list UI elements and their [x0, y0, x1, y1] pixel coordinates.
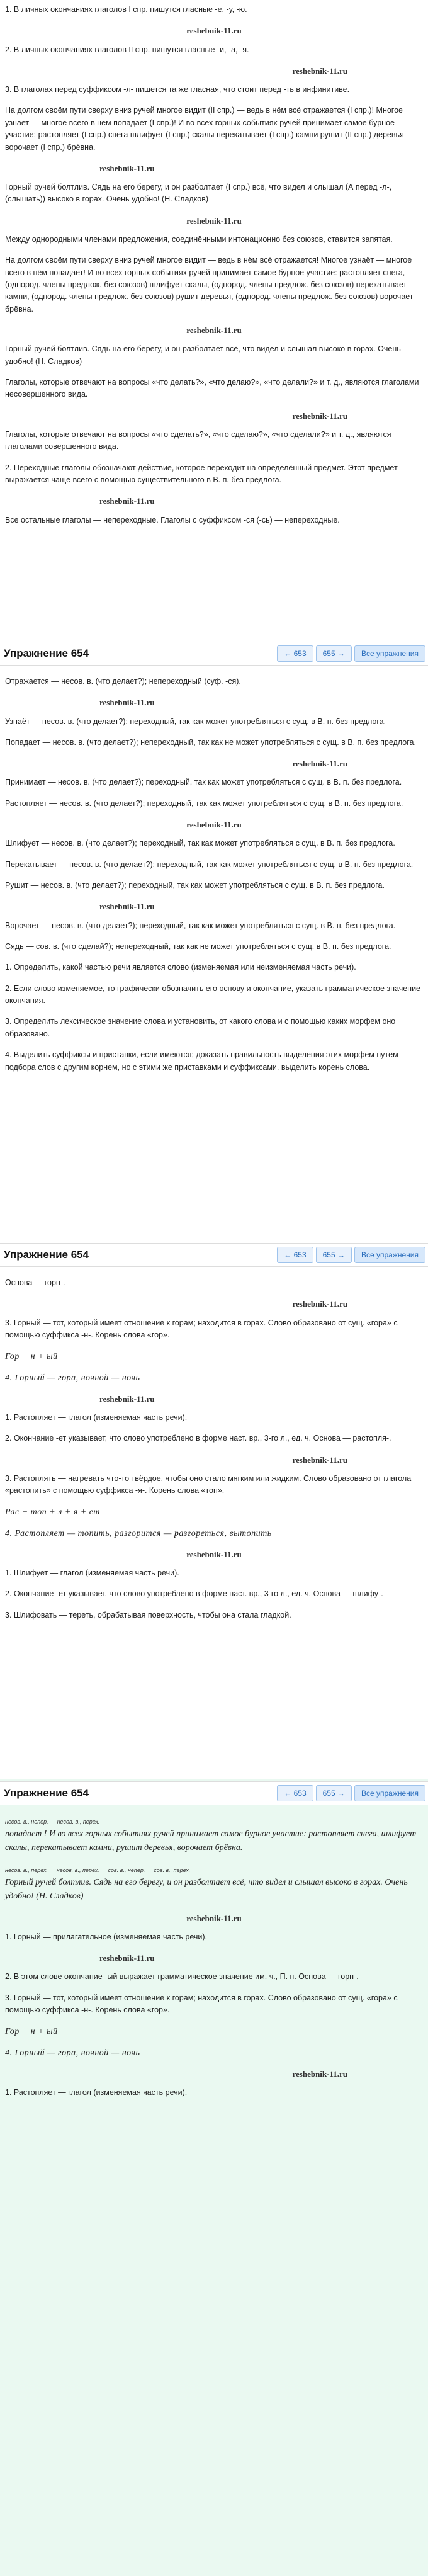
parse-step: 2. Если слово изменяемое, то графически обозначить его основу и окончание, указать грамматическое значение окончания. — [5, 984, 420, 1006]
rule-text: Все остальные глаголы — непереходные. Глаголы с суффиксом -ся (-сь) — непереходные. — [5, 515, 340, 525]
parse-step: 1. Растопляет — глагол (изменяемая часть речи). — [5, 1412, 188, 1422]
annotated-text: Горный ручей болтлив. Сядь на его берегу, и он разболтает всё, что видел и слышал высоко в горах. Очень удобно! (Н. Сладков) — [5, 1878, 408, 1901]
exercise-text: На долгом своём пути сверху вниз ручей многое видит (II спр.) — ведь в нём всё отражается (I спр.)! Многое узнает — многое всего в нем попадает (I спр.)! И во всех горных событиях ручей принимает самое бурное участие: растопляет (I спр.) снега шлифует (I спр.) скалы перекатывает (I спр.) камни рушит (II спр.) деревья ворочает (I спр.) брёвна. — [5, 106, 404, 152]
parse-step: 2. Окончание -ет указывает, что слово употреблено в форме наст. вр., 3-го л., ед. ч. Основа — растопля-. — [5, 1434, 391, 1443]
next-exercise-button[interactable]: 655 → — [316, 1247, 352, 1263]
watermark: reshebnik-11.ru — [292, 759, 347, 769]
screenshot-section-4 — [0, 1779, 428, 2576]
exercise-nav — [277, 1247, 428, 1263]
rule-text: 3. В глаголах перед суффиксом -л- пишется та же гласная, что стоит перед -ть в инфинитиве. — [5, 85, 350, 94]
next-exercise-button[interactable]: 655 → — [316, 645, 352, 662]
parse-step: 1. Растопляет — глагол (изменяемая часть речи). — [5, 2087, 188, 2097]
verb-analysis: Перекатывает — несов. в. (что делает?); переходный, так как может употребляться с сущ. в В. п. без предлога. — [5, 860, 414, 869]
screenshot-section-1 — [0, 0, 428, 639]
exercise-nav — [277, 645, 428, 662]
parse-step: 2. Окончание -ет указывает, что слово употреблено в форме наст. вр., 3-го л., ед. ч. Основа — шлифу-. — [5, 1589, 383, 1599]
exercise-nav — [277, 1785, 428, 1801]
parse-step: 1. Шлифует — глагол (изменяемая часть речи). — [5, 1568, 179, 1577]
watermark: reshebnik-11.ru — [186, 326, 242, 336]
morpheme-scheme: 4. Горный — гора, ночной — ночь — [5, 2048, 140, 2058]
watermark: reshebnik-11.ru — [99, 163, 155, 173]
screenshot-section-2 — [0, 639, 428, 1240]
exercise-title: Упражнение 654 — [4, 1248, 89, 1261]
exercise-text: Горный ручей болтлив. Сядь на его берегу, и он разболтает всё, что видел и слышал высоко в горах. Очень удобно! (Н. Сладков) — [5, 344, 401, 366]
exercise-title: Упражнение 654 — [4, 647, 89, 659]
exercise-text: На долгом своём пути сверху вниз ручей многое видит — ведь в нём всё отражается! Многое узнаёт — многое всего в нём попадает! И во всех горных событиях ручей принимает самое бурное участие: растопляет снега, (однород. члены предлож. без союзов) шлифует скалы, (однород. члены предлож. без союзов) перекатывает камни, (однород. члены предлож. без союзов) рушит деревья, (однород. члены предлож. без союзов) ворочает брёвна. — [5, 256, 414, 314]
morpheme-scheme: Гор + н + ый — [5, 2027, 58, 2037]
watermark: reshebnik-11.ru — [186, 26, 242, 36]
watermark: reshebnik-11.ru — [186, 215, 242, 225]
parse-step: 1. Определить, какой частью речи является слово (изменяемая или неизменяемая часть речи). — [5, 963, 356, 972]
verb-annotation: несов. в., перех. — [56, 1866, 99, 1873]
screenshot-section-3 — [0, 1240, 428, 1779]
morpheme-scheme: Гор + н + ый — [5, 1352, 58, 1362]
verb-analysis: Узнаёт — несов. в. (что делает?); переходный, так как может употребляться с сущ. в В. п. без предлога. — [5, 717, 386, 726]
parse-step: 1. Горный — прилагательное (изменяемая часть речи). — [5, 1932, 208, 1941]
watermark: reshebnik-11.ru — [292, 65, 347, 76]
watermark: reshebnik-11.ru — [99, 1393, 155, 1404]
watermark: reshebnik-11.ru — [292, 1455, 347, 1465]
exercise-header — [0, 1781, 428, 1805]
annotation-row — [5, 1815, 423, 1827]
parse-step: 4. Выделить суффиксы и приставки, если имеются; доказать правильность выделения этих морфем путём подбора слов с другим корнем, но с этими же приставками и суффиксами, выделить корень слова. — [5, 1050, 398, 1072]
watermark: reshebnik-11.ru — [292, 1299, 347, 1309]
parse-step: 2. В этом слове окончание -ый выражает грамматическое значение им. ч., П. п. Основа — горн-. — [5, 1972, 359, 1982]
rule-text: 2. Переходные глаголы обозначают действие, которое переходит на определённый предмет. Этот предмет выражается чаще всего с помощью существительного в В. п. без предлога. — [5, 463, 398, 485]
morpheme-scheme: Рас + топ + л + я + ет — [5, 1507, 100, 1518]
exercise-text: Горный ручей болтлив. Сядь на его берегу, и он разболтает (I спр.) всё, что видел и слышал (А перед -л-, (слышать)) высоко в горах. Очень удобно! (Н. Сладков) — [5, 183, 392, 204]
verb-analysis: Ворочает — несов. в. (что делает?); переходный, так как может употребляться с сущ. в В. п. без предлога. — [5, 921, 396, 930]
prev-exercise-button[interactable]: ← 653 — [277, 1785, 313, 1801]
watermark: reshebnik-11.ru — [292, 2068, 347, 2079]
verb-analysis: Шлифует — несов. в. (что делает?); переходный, так как может употребляться с сущ. в В. п. без предлога. — [5, 839, 395, 848]
rule-text: 2. В личных окончаниях глаголов II спр. пишутся гласные -и, -а, -я. — [5, 45, 249, 54]
watermark: reshebnik-11.ru — [186, 820, 242, 830]
watermark: reshebnik-11.ru — [186, 1913, 242, 1923]
verb-analysis: Сядь — сов. в. (что сделай?); непереходный, так как не может употребляться с сущ. в В. п. без предлога. — [5, 941, 391, 951]
verb-analysis: Попадает — несов. в. (что делает?); непереходный, так как не может употребляться с сущ. в В. п. без предлога. — [5, 737, 416, 747]
exercise-header — [0, 642, 428, 666]
verb-analysis: Принимает — несов. в. (что делает?); переходный, так как может употребляться с сущ. в В. п. без предлога. — [5, 778, 402, 787]
all-exercises-button[interactable]: Все упражнения — [354, 645, 425, 662]
exercise-title: Упражнение 654 — [4, 1786, 89, 1799]
annotated-text: попадает ! И во всех горных событиях ручей принимает самое бурное участие: растопляет снега, шлифует скалы, перекатывает камни, рушит деревья, ворочает брёвна. — [5, 1829, 417, 1853]
parse-step: 3. Горный — тот, который имеет отношение к горам; находится в горах. Слово образовано от сущ. «гора» с помощью суффикса -н-. Корень слова «гор». — [5, 1993, 398, 2014]
rule-text: 1. В личных окончаниях глаголов I спр. пишутся гласные -е, -у, -ю. — [5, 5, 247, 14]
parse-step: 3. Растоплять — нагревать что-то твёрдое, чтобы оно стало мягким или жидким. Слово образовано от глагола «растопить» с помощью суффикса -я-. Корень слова «топ». — [5, 1473, 412, 1495]
parse-step: 3. Определить лексическое значение слова и установить, от какого слова и с помощью каких морфем оно образовано. — [5, 1017, 396, 1038]
exercise-header — [0, 1243, 428, 1267]
parse-step: Основа — горн-. — [5, 1278, 65, 1287]
parse-step: 3. Шлифовать — тереть, обрабатывая поверхность, чтобы она стала гладкой. — [5, 1610, 291, 1620]
all-exercises-button[interactable]: Все упражнения — [354, 1785, 425, 1801]
parse-step: 3. Горный — тот, который имеет отношение к горам; находится в горах. Слово образовано от сущ. «гора» с помощью суффикса -н-. Корень слова «гор». — [5, 1318, 398, 1339]
all-exercises-button[interactable]: Все упражнения — [354, 1247, 425, 1263]
watermark: reshebnik-11.ru — [292, 411, 347, 421]
verb-annotation: сов. в., непер. — [108, 1866, 145, 1873]
morpheme-scheme: 4. Горный — гора, ночной — ночь — [5, 1373, 140, 1383]
verb-annotation: сов. в., перех. — [154, 1866, 191, 1873]
verb-annotation: несов. в., перех. — [57, 1819, 100, 1825]
next-exercise-button[interactable]: 655 → — [316, 1785, 352, 1801]
watermark: reshebnik-11.ru — [186, 1549, 242, 1559]
verb-analysis: Отражается — несов. в. (что делает?); непереходный (суф. -ся). — [5, 677, 241, 686]
prev-exercise-button[interactable]: ← 653 — [277, 645, 313, 662]
rule-text: Между однородными членами предложения, соединёнными интонационно без союзов, ставится запятая. — [5, 234, 393, 244]
prev-exercise-button[interactable]: ← 653 — [277, 1247, 313, 1263]
watermark: reshebnik-11.ru — [99, 496, 155, 506]
verb-analysis: Растопляет — несов. в. (что делает?); переходный, так как может употребляться с сущ. в В. п. без предлога. — [5, 798, 403, 808]
verb-analysis: Рушит — несов. в. (что делает?); переходный, так как может употребляться с сущ. в В. п. без предлога. — [5, 881, 385, 890]
watermark: reshebnik-11.ru — [99, 1953, 155, 1963]
verb-annotation: несов. в., непер. — [5, 1819, 48, 1825]
rule-text: Глаголы, которые отвечают на вопросы «что делать?», «что делаю?», «что делали?» и т. д., являются глаголами несовершенного вида. — [5, 378, 419, 399]
watermark: reshebnik-11.ru — [99, 698, 155, 708]
morpheme-scheme: 4. Растопляет — топить, разгорится — разгореться, вытопить — [5, 1529, 272, 1539]
rule-text: Глаголы, которые отвечают на вопросы «что сделать?», «что сделаю?», «что сделали?» и т. д., являются глаголами совершенного вида. — [5, 429, 391, 451]
verb-annotation: несов. в., перех. — [5, 1866, 48, 1873]
watermark: reshebnik-11.ru — [99, 902, 155, 912]
annotation-row — [5, 1864, 423, 1876]
